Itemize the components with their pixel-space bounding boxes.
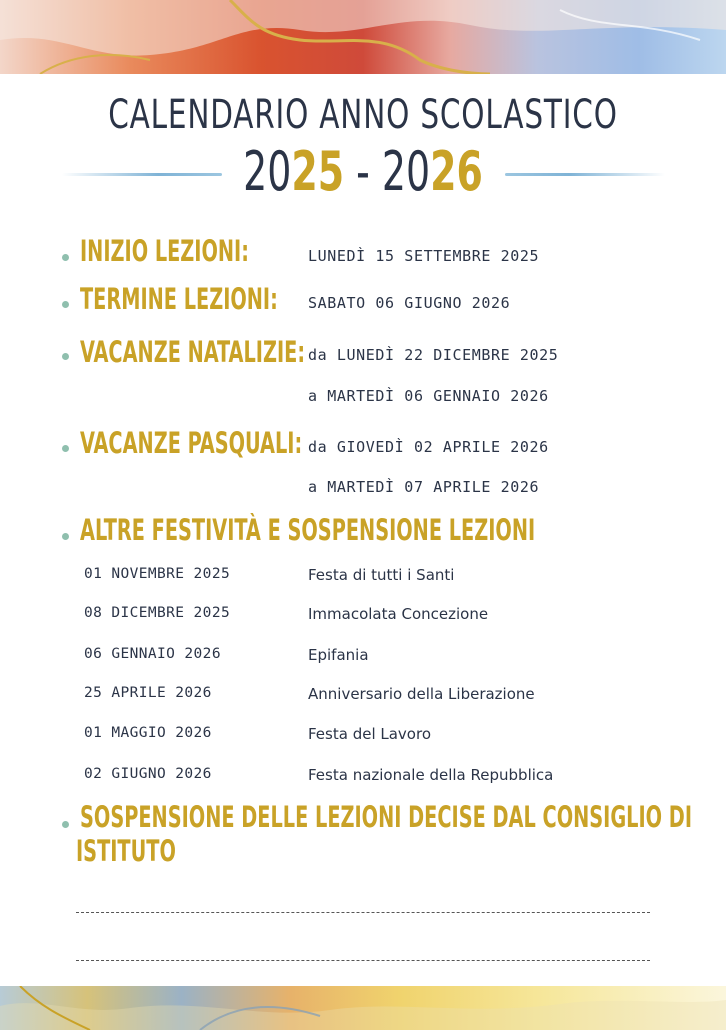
- bullet-icon: [62, 353, 69, 360]
- page-title: CALENDARIO ANNO SCOLASTICO: [108, 92, 618, 138]
- label-termine-lezioni: TERMINE LEZIONI:: [80, 282, 278, 316]
- bullet-icon: [62, 254, 69, 261]
- year-part-3: - 20: [344, 140, 431, 203]
- value-natalizie-to: a MARTEDÌ 06 GENNAIO 2026: [308, 387, 549, 405]
- blank-line: [76, 960, 650, 961]
- decorative-line-right: [505, 173, 665, 176]
- value-pasquali-to: a MARTEDÌ 07 APRILE 2026: [308, 478, 540, 496]
- holiday-date: 01 NOVEMBRE 2025: [84, 566, 231, 582]
- holiday-name: Epifania: [308, 646, 369, 664]
- holiday-name: Anniversario della Liberazione: [308, 685, 535, 703]
- holiday-date: 25 APRILE 2026: [84, 685, 212, 701]
- year-part-2: 25: [291, 140, 345, 203]
- consiglio-heading-line2: ISTITUTO: [76, 834, 176, 868]
- holiday-name: Festa del Lavoro: [308, 725, 431, 743]
- label-vacanze-pasquali: VACANZE PASQUALI:: [80, 426, 303, 460]
- holiday-name: Festa nazionale della Repubblica: [308, 766, 554, 784]
- holiday-date: 02 GIUGNO 2026: [84, 766, 212, 782]
- holiday-name: Festa di tutti i Santi: [308, 566, 455, 584]
- bullet-icon: [62, 821, 69, 828]
- bullet-icon: [62, 445, 69, 452]
- label-inizio-lezioni: INIZIO LEZIONI:: [80, 234, 249, 268]
- year-part-1: 20: [243, 140, 292, 203]
- consiglio-heading-line1: SOSPENSIONE DELLE LEZIONI DECISE DAL CONSIGLIO DI: [80, 800, 693, 834]
- value-natalizie-from: da LUNEDÌ 22 DICEMBRE 2025: [308, 346, 559, 364]
- decorative-line-left: [62, 173, 222, 176]
- label-vacanze-natalizie: VACANZE NATALIZIE:: [80, 335, 306, 369]
- holiday-date: 08 DICEMBRE 2025: [84, 605, 231, 621]
- holiday-name: Immacolata Concezione: [308, 605, 489, 623]
- value-pasquali-from: da GIOVEDÌ 02 APRILE 2026: [308, 438, 549, 456]
- holiday-date: 06 GENNAIO 2026: [84, 646, 221, 662]
- marble-banner-bottom: [0, 986, 726, 1030]
- bullet-icon: [62, 301, 69, 308]
- blank-line: [76, 912, 650, 913]
- year-part-4: 26: [430, 140, 483, 203]
- value-inizio-lezioni: LUNEDÌ 15 SETTEMBRE 2025: [308, 247, 540, 265]
- holiday-date: 01 MAGGIO 2026: [84, 725, 212, 741]
- school-year: [80, 140, 646, 203]
- marble-banner-top: [0, 0, 726, 74]
- value-termine-lezioni: SABATO 06 GIUGNO 2026: [308, 294, 511, 312]
- holidays-heading: ALTRE FESTIVITÀ E SOSPENSIONE LEZIONI: [80, 513, 536, 547]
- bullet-icon: [62, 533, 69, 540]
